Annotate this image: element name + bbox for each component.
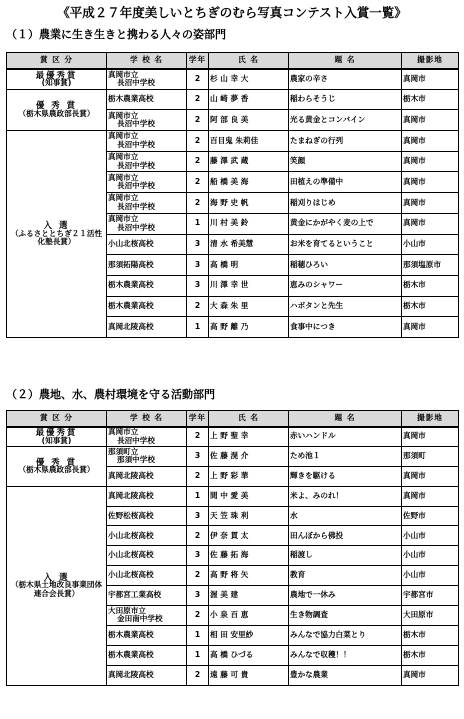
school-name: 真岡市立: [108, 214, 139, 224]
photo-title: みんなで収穫！！: [289, 645, 402, 665]
photo-location: 佐野市: [402, 506, 459, 526]
grade-cell: 2: [187, 606, 209, 626]
section-2-table: [6, 410, 459, 686]
photo-location: 真岡市: [402, 665, 459, 685]
student-name: 船 橋 美 海: [209, 172, 289, 193]
table-row: [7, 446, 459, 466]
grade-cell: 3: [187, 255, 209, 276]
photo-title: 農家の辛さ: [289, 69, 402, 90]
school-cell: [107, 645, 187, 665]
grade-cell: 2: [187, 172, 209, 193]
photo-location: 真岡市: [402, 466, 459, 486]
header-name: 氏 名: [209, 53, 289, 69]
school-cell: [107, 546, 187, 566]
grade-cell: 2: [187, 427, 209, 447]
school-cell: [107, 193, 187, 214]
award-category: [7, 69, 107, 90]
student-name: 海 野 史 帆: [209, 193, 289, 214]
photo-location: 真岡市: [402, 151, 459, 172]
photo-title: 豊かな農業: [289, 665, 402, 685]
grade-cell: 2: [187, 151, 209, 172]
photo-title: 田んぼから佛投: [289, 526, 402, 546]
school-name: 那須町立: [108, 446, 139, 456]
award-name: 入 選: [43, 571, 70, 582]
school-name: 宇都宮工業高校: [108, 590, 162, 600]
award-name: 優 秀 賞: [36, 456, 77, 467]
header-grade: 学年: [187, 53, 209, 69]
header-school: 学 校 名: [107, 53, 187, 69]
school-cell: [107, 566, 187, 586]
grade-cell: 2: [187, 110, 209, 131]
photo-title: みんなで協力白菜とり: [289, 625, 402, 645]
school-name: 真岡北陵高校: [108, 490, 154, 500]
grade-cell: 2: [187, 466, 209, 486]
award-sub: (知事賞): [41, 435, 72, 445]
grade-cell: 1: [187, 213, 209, 234]
school-name: 栃木農業高校: [108, 630, 154, 640]
photo-location: 真岡市: [402, 69, 459, 90]
school-name: 真岡市立: [108, 69, 139, 79]
header-subject: 題 名: [289, 411, 402, 427]
school-name: 大田原市立: [108, 605, 146, 615]
school-cell: [107, 172, 187, 193]
student-name: 清 水 希美慧: [209, 234, 289, 255]
award-sub: （栃木県農政部長賞）: [18, 465, 95, 475]
award-category: [7, 89, 107, 130]
photo-location: 那須塩原市: [402, 255, 459, 276]
student-name: 百目鬼 朱莉佳: [209, 131, 289, 152]
photo-title: 輝きを駆ける: [289, 466, 402, 486]
grade-cell: 2: [187, 566, 209, 586]
school-name: 真岡北陵高校: [108, 470, 154, 480]
photo-title: 笑顔: [289, 151, 402, 172]
grade-cell: 3: [187, 546, 209, 566]
photo-title: 稲わらそうじ: [289, 89, 402, 110]
photo-title: 稲穂ひろい: [289, 255, 402, 276]
header-subject: 題 名: [289, 53, 402, 69]
school-name: 栃木農業高校: [108, 94, 154, 104]
student-name: 遠 藤 可 貴: [209, 665, 289, 685]
grade-cell: 3: [187, 586, 209, 606]
photo-title: 水: [289, 506, 402, 526]
school-name: 小山北桜高校: [108, 530, 154, 540]
photo-location: 真岡市: [402, 193, 459, 214]
grade-cell: 3: [187, 506, 209, 526]
grade-cell: 1: [187, 486, 209, 506]
grade-cell: 2: [187, 69, 209, 90]
school-cell: [107, 131, 187, 152]
grade-cell: 2: [187, 131, 209, 152]
school-cell: [107, 255, 187, 276]
photo-title: 稲渡し: [289, 546, 402, 566]
photo-title: 稲刈りはじめ: [289, 193, 402, 214]
photo-location: 小山市: [402, 526, 459, 546]
award-sub: （ふるさととちぎ２１活性化塾長賞）: [10, 228, 103, 247]
school-cell: [107, 486, 187, 506]
grade-cell: 1: [187, 645, 209, 665]
student-name: 川 村 美 鈴: [209, 213, 289, 234]
section-1-table: [6, 52, 459, 338]
award-sub: （栃木県農政部長賞）: [18, 108, 95, 118]
school-cell: [107, 151, 187, 172]
award-name: 入 選: [43, 220, 70, 231]
photo-title: 農地で一休み: [289, 586, 402, 606]
school-cell: [107, 69, 187, 90]
student-name: 佐 藤 拓 海: [209, 546, 289, 566]
school-name: 長沼中学校: [117, 160, 155, 170]
student-name: 高 野 将 矢: [209, 566, 289, 586]
school-name: 真岡北陵高校: [108, 669, 154, 679]
school-name: 長沼中学校: [117, 119, 155, 129]
table-row: [7, 69, 459, 90]
photo-title: 赤いハンドル: [289, 427, 402, 447]
student-name: 大 森 朱 里: [209, 296, 289, 317]
award-category: [7, 486, 107, 685]
grade-cell: 2: [187, 665, 209, 685]
award-category: [7, 131, 107, 338]
table-row: [7, 486, 459, 506]
student-name: 上 野 彩 華: [209, 466, 289, 486]
grade-cell: 3: [187, 234, 209, 255]
section-1-heading: （１）農業に生き生きと携わる人々の姿部門: [6, 28, 226, 41]
student-name: 天 笠 珠 利: [209, 506, 289, 526]
school-name: 那須中学校: [117, 455, 155, 465]
grade-cell: 3: [187, 275, 209, 296]
student-name: 藤 澤 武 蔵: [209, 151, 289, 172]
school-cell: [107, 586, 187, 606]
student-name: 小 泉 百 恵: [209, 606, 289, 626]
photo-location: 栃木市: [402, 645, 459, 665]
photo-location: 小山市: [402, 234, 459, 255]
award-sub: (知事賞): [41, 78, 72, 88]
school-name: 真岡北陵高校: [108, 321, 154, 331]
photo-location: 栃木市: [402, 625, 459, 645]
school-cell: [107, 234, 187, 255]
photo-title: 光る黄金とコンバイン: [289, 110, 402, 131]
student-name: 阿 部 良 美: [209, 110, 289, 131]
photo-location: 那須町: [402, 446, 459, 466]
grade-cell: 1: [187, 625, 209, 645]
header-place: 撮影地: [402, 411, 459, 427]
school-name: 長沼中学校: [117, 222, 155, 232]
school-name: 小山北桜高校: [108, 239, 154, 249]
grade-cell: 2: [187, 89, 209, 110]
photo-location: 栃木市: [402, 275, 459, 296]
header-category: 賞 区 分: [7, 411, 107, 427]
photo-title: たまねぎの行列: [289, 131, 402, 152]
school-name: 栃木農業高校: [108, 301, 154, 311]
school-cell: [107, 665, 187, 685]
table-row: [7, 131, 459, 152]
school-name: 長沼中学校: [117, 181, 155, 191]
school-cell: [107, 427, 187, 447]
photo-location: 栃木市: [402, 296, 459, 317]
student-name: 杉 山 幸 大: [209, 69, 289, 90]
school-name: 長沼中学校: [117, 78, 155, 88]
student-name: 渥 美 建: [209, 586, 289, 606]
photo-location: 真岡市: [402, 172, 459, 193]
student-name: 相 田 安里紗: [209, 625, 289, 645]
school-cell: [107, 466, 187, 486]
school-cell: [107, 213, 187, 234]
photo-location: 真岡市: [402, 110, 459, 131]
school-name: 長沼中学校: [117, 201, 155, 211]
photo-location: 小山市: [402, 566, 459, 586]
photo-title: お米を育てるということ: [289, 234, 402, 255]
photo-location: 栃木市: [402, 89, 459, 110]
photo-title: 恵みのシャワー: [289, 275, 402, 296]
photo-location: 小山市: [402, 546, 459, 566]
school-name: 栃木農業高校: [108, 280, 154, 290]
header-school: 学 校 名: [107, 411, 187, 427]
photo-title: ハボタンと先生: [289, 296, 402, 317]
school-name: 長沼中学校: [117, 435, 155, 445]
photo-location: 大田原市: [402, 606, 459, 626]
photo-location: 真岡市: [402, 486, 459, 506]
section-2-heading: （２）農地、水、農村環境を守る活動部門: [6, 388, 215, 401]
school-cell: [107, 526, 187, 546]
header-grade: 学年: [187, 411, 209, 427]
photo-title: 教育: [289, 566, 402, 586]
photo-location: 真岡市: [402, 131, 459, 152]
award-name: 優 秀 賞: [36, 100, 77, 111]
school-cell: [107, 275, 187, 296]
school-cell: [107, 317, 187, 338]
school-name: 長沼中学校: [117, 139, 155, 149]
award-name: 最優秀賞: [35, 69, 78, 80]
student-name: 川 澤 幸 世: [209, 275, 289, 296]
page-title: 《平成２７年度美しいとちぎのむら写真コンテスト入賞一覧》: [57, 5, 407, 20]
school-name: 栃木農業高校: [108, 649, 154, 659]
school-cell: [107, 606, 187, 626]
photo-title: 食事中につき: [289, 317, 402, 338]
school-cell: [107, 446, 187, 466]
student-name: 佐 藤 滉 介: [209, 446, 289, 466]
photo-title: ため池１: [289, 446, 402, 466]
school-name: 真岡市立: [108, 427, 139, 437]
school-name: 那須拓陽高校: [108, 259, 154, 269]
school-cell: [107, 110, 187, 131]
student-name: 上 野 聖 幸: [209, 427, 289, 447]
school-cell: [107, 506, 187, 526]
student-name: 伊 奈 貫 太: [209, 526, 289, 546]
photo-title: 黄金にかがやく麦の上で: [289, 213, 402, 234]
header-row: [7, 411, 459, 427]
award-sub: （栃木県土地改良事業団体連合会長賞）: [10, 580, 103, 598]
grade-cell: 2: [187, 193, 209, 214]
photo-location: 真岡市: [402, 427, 459, 447]
school-name: 真岡市立: [108, 110, 139, 120]
award-name: 最優秀賞: [35, 427, 78, 438]
header-row: [7, 53, 459, 69]
grade-cell: 2: [187, 526, 209, 546]
student-name: 山 崎 夢 香: [209, 89, 289, 110]
school-name: 真岡市立: [108, 131, 139, 141]
student-name: 高 橋 ひづる: [209, 645, 289, 665]
grade-cell: 3: [187, 446, 209, 466]
table-row: [7, 89, 459, 110]
school-name: 真岡市立: [108, 172, 139, 182]
school-name: 佐野松桜高校: [108, 510, 154, 520]
award-category: [7, 446, 107, 486]
grade-cell: 1: [187, 317, 209, 338]
photo-title: 田植えの準備中: [289, 172, 402, 193]
school-name: 真岡市立: [108, 193, 139, 203]
school-name: 小山北桜高校: [108, 550, 154, 560]
student-name: 高 橋 明: [209, 255, 289, 276]
school-name: 小山北桜高校: [108, 570, 154, 580]
header-place: 撮影地: [402, 53, 459, 69]
school-cell: [107, 89, 187, 110]
grade-cell: 2: [187, 296, 209, 317]
photo-location: 宇都宮市: [402, 586, 459, 606]
award-category: [7, 427, 107, 447]
photo-title: 生き物調査: [289, 606, 402, 626]
photo-location: 真岡市: [402, 317, 459, 338]
photo-title: 米よ、みのれ！: [289, 486, 402, 506]
student-name: 高 野 離 乃: [209, 317, 289, 338]
school-cell: [107, 296, 187, 317]
photo-location: 真岡市: [402, 213, 459, 234]
school-name: 真岡市立: [108, 152, 139, 161]
school-cell: [107, 625, 187, 645]
student-name: 間 中 愛 美: [209, 486, 289, 506]
header-category: 賞 区 分: [7, 53, 107, 69]
school-name: 金田南中学校: [117, 614, 163, 624]
header-name: 氏 名: [209, 411, 289, 427]
table-row: [7, 427, 459, 447]
